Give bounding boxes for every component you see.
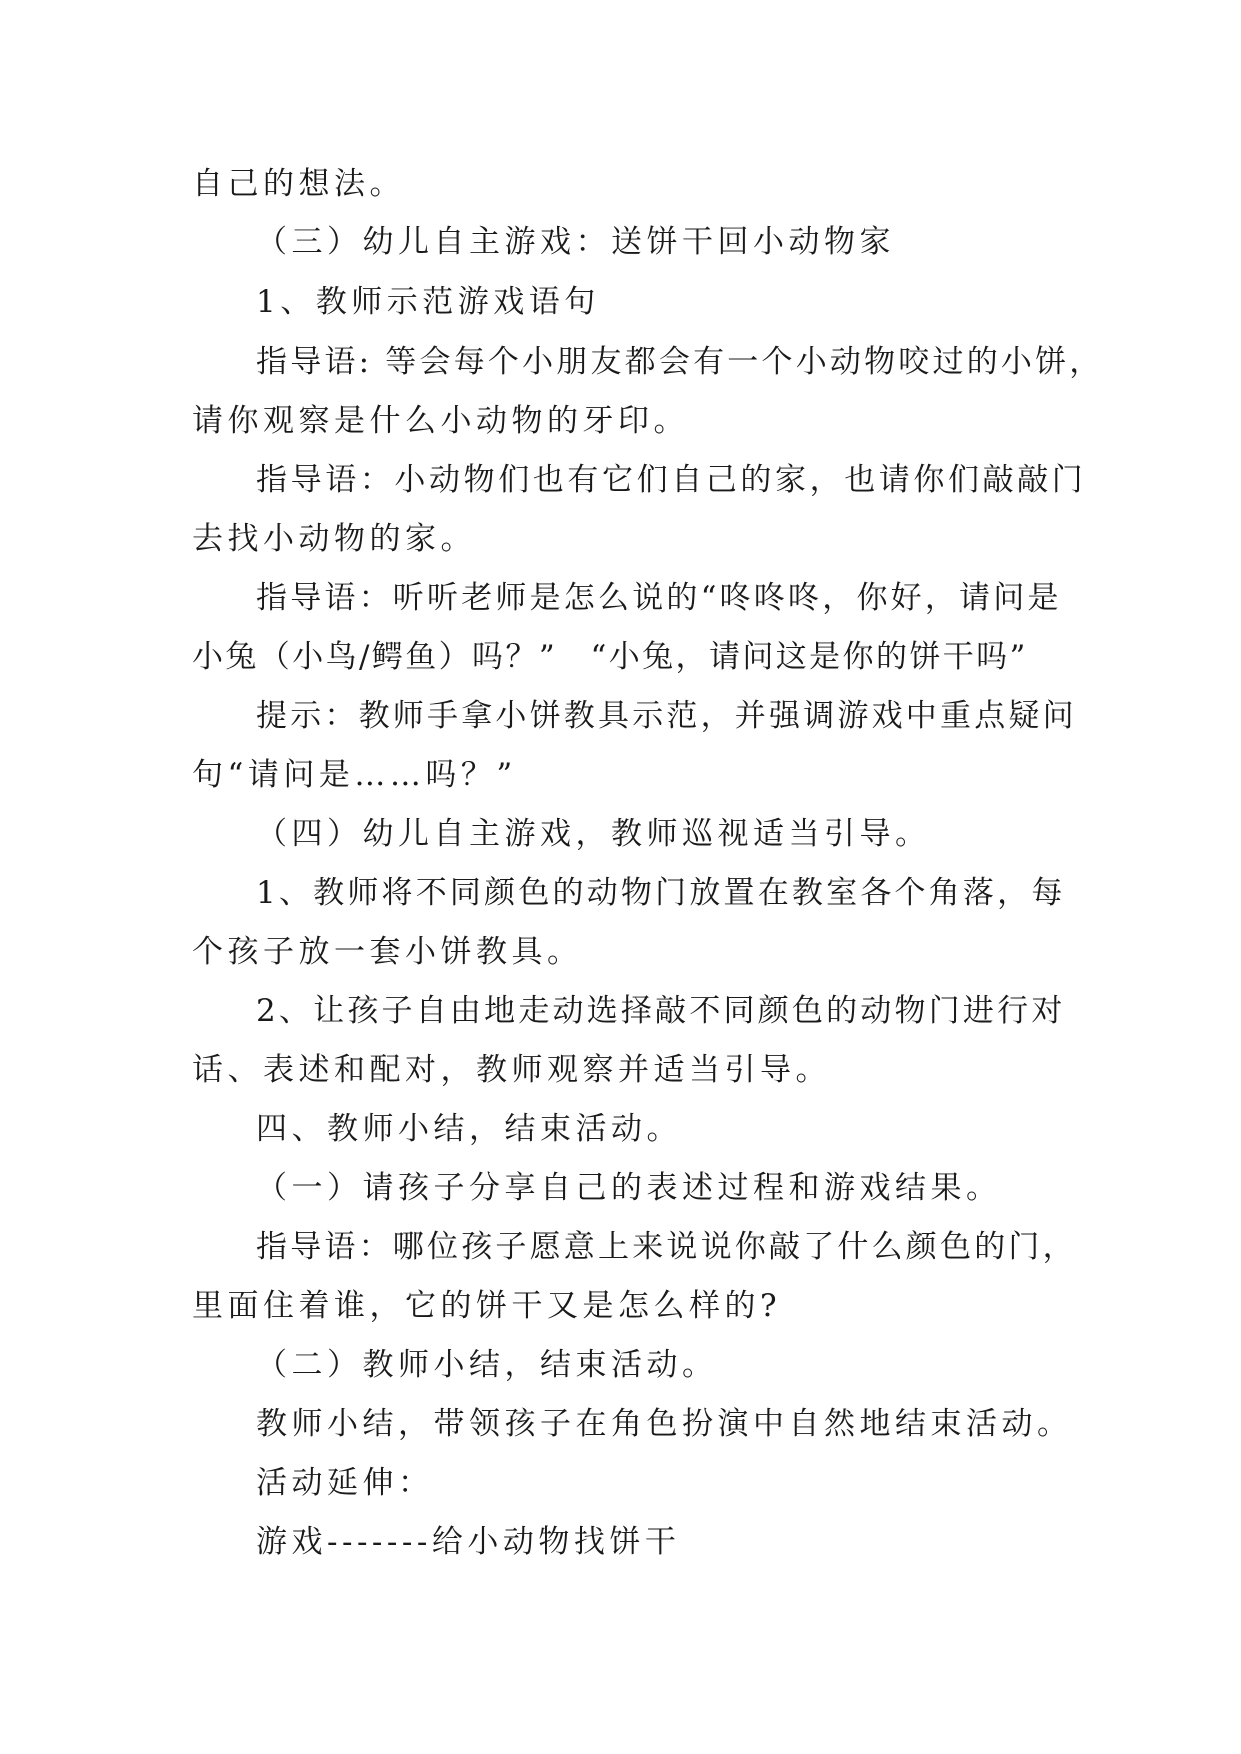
text-line: 去找小动物的家。	[192, 521, 476, 557]
text-line: 提示：教师手拿小饼教具示范，并强调游戏中重点疑问	[256, 698, 1077, 734]
section-heading: （四）幼儿自主游戏，教师巡视适当引导。	[256, 816, 931, 852]
text-line: 活动延伸：	[256, 1465, 434, 1501]
text-line: 个孩子放一套小饼教具。	[192, 934, 583, 970]
section-heading: （三）幼儿自主游戏：送饼干回小动物家	[256, 224, 895, 260]
text-line: 请你观察是什么小动物的牙印。	[192, 403, 689, 439]
text-line: 指导语：听听老师是怎么说的“咚咚咚，你好，请问是	[256, 580, 1062, 616]
text-line: 指导语：小动物们也有它们自己的家，也请你们敲敲门	[256, 462, 1087, 498]
text-line: 2、让孩子自由地走动选择敲不同颜色的动物门进行对	[256, 993, 1066, 1029]
text-line: 指导语: 等会每个小朋友都会有一个小动物咬过的小饼，	[256, 344, 1104, 380]
text-line: 1、教师将不同颜色的动物门放置在教室各个角落，每	[256, 875, 1066, 911]
text-line: 小兔（小鸟/鳄鱼）吗？” “小兔，请问这是你的饼干吗”	[192, 639, 1028, 675]
text-line: 句“请问是……吗？”	[192, 757, 517, 793]
text-line: 里面住着谁，它的饼干又是怎么样的?	[192, 1288, 782, 1324]
text-line: 教师小结，带领孩子在角色扮演中自然地结束活动。	[256, 1406, 1073, 1442]
section-heading: （二）教师小结，结束活动。	[256, 1347, 718, 1383]
text-line: 指导语：哪位孩子愿意上来说说你敲了什么颜色的门，	[256, 1229, 1077, 1265]
text-line: 自己的想法。	[192, 166, 405, 202]
section-heading: 四、教师小结，结束活动。	[256, 1111, 682, 1147]
section-heading: （一）请孩子分享自己的表述过程和游戏结果。	[256, 1170, 1002, 1206]
text-line: 游戏-------给小动物找饼干	[256, 1524, 681, 1560]
text-line: 话、表述和配对，教师观察并适当引导。	[192, 1052, 831, 1088]
text-line: 1、教师示范游戏语句	[256, 284, 600, 320]
